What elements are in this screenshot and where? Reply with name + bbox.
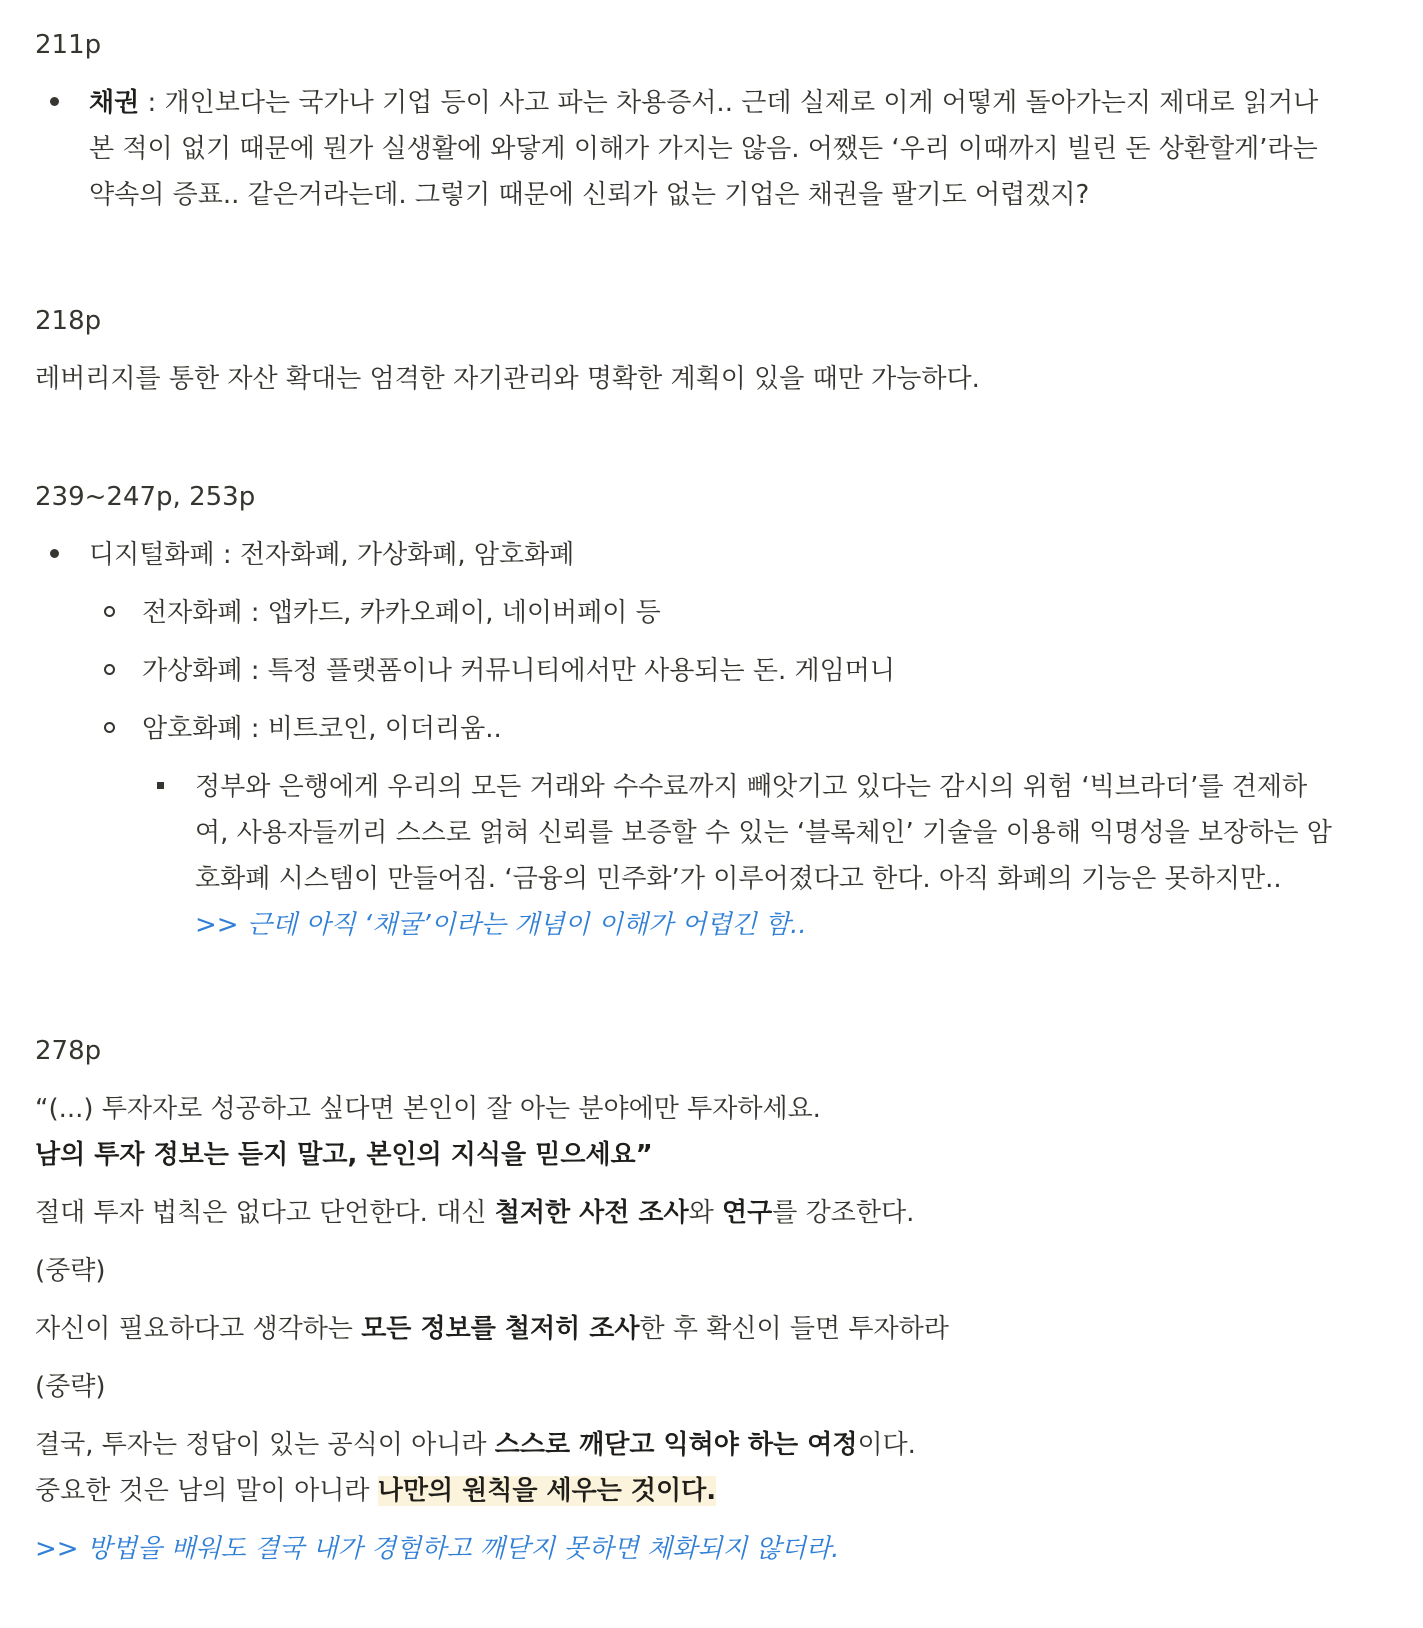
crypto-detail-line-3: 호화폐 시스템이 만들어짐. ‘금융의 민주화’가 이루어졌다고 한다. 아직 화폐의 기능은 못하지만.. [195,864,1282,894]
page-heading-239: 239~247p, 253p [35,482,256,512]
list-item [35,532,1387,578]
principle-highlight: 나만의 원칙을 세우는 것이다. [377,1476,717,1506]
circle-bullet-icon [104,648,115,694]
crypto-detail-line-1: 정부와 은행에게 우리의 모든 거래와 수수료까지 빼앗기고 있다는 감시의 위험 ‘빅브라더’를 견제하 [195,772,1308,802]
square-bullet-icon [157,764,164,810]
research-text-a: 절대 투자 법칙은 없다고 단언한다. 대신 [35,1198,495,1228]
crypto-note: >> 근데 아직 ‘채굴’이라는 개념이 이해가 어렵긴 함.. [195,910,807,940]
omission-2: (중략) [35,1372,106,1402]
term-bond: 채권 [89,88,140,118]
bullet-icon [50,80,59,126]
bullet-list-239 [35,532,1387,948]
investigate-bold: 모든 정보를 철저히 조사 [361,1314,640,1344]
research-text-b: 와 [688,1198,723,1228]
investigate-paragraph [35,1306,1387,1352]
final-note: >> 방법을 배워도 결국 내가 경험하고 깨닫지 못하면 체화되지 않더라. [35,1534,840,1564]
omission-1: (중략) [35,1256,106,1286]
page-heading-218: 218p [35,306,102,336]
research-bold-b: 연구 [722,1198,773,1228]
list-item [35,590,1387,636]
bond-line-1: : 개인보다는 국가나 기업 등이 사고 파는 차용증서.. 근데 실제로 이게 어떻게 돌아가는지 제대로 읽거나 [139,88,1319,118]
list-item [35,706,1387,752]
bond-line-2: 본 적이 없기 때문에 뭔가 실생활에 와닿게 이해가 가지는 않음. 어쨌든 ‘우리 이때까지 빌린 돈 상환할게’라는 [89,134,1318,164]
research-paragraph [35,1190,1387,1236]
crypto-detail-line-2: 여, 사용자들끼리 스스로 얽혀 신뢰를 보증할 수 있는 ‘블록체인’ 기술을 이용해 익명성을 보장하는 암 [195,818,1332,848]
investigate-text-a: 자신이 필요하다고 생각하는 [35,1314,362,1344]
quote-line-1: “(...) 투자자로 성공하고 싶다면 본인이 잘 아는 분야에만 투자하세요. [35,1094,821,1124]
bullet-icon [50,532,59,578]
page-heading-211: 211p [35,30,102,60]
investigate-text-b: 한 후 확신이 들면 투자하라 [639,1314,949,1344]
research-bold-a: 철저한 사전 조사 [494,1198,689,1228]
digital-currency-item: 디지털화폐 : 전자화폐, 가상화폐, 암호화폐 [89,540,575,570]
circle-bullet-icon [104,706,115,752]
circle-bullet-icon [104,590,115,636]
list-item [35,80,1387,218]
bullet-list-211 [35,80,1387,218]
e-money-item: 전자화폐 : 앱카드, 카카오페이, 네이버페이 등 [142,598,661,628]
page-heading-278: 278p [35,1036,102,1066]
conclusion-text-b: 이다. [857,1430,916,1460]
quote-line-2: 남의 투자 정보는 듣지 말고, 본인의 지식을 믿으세요” [35,1140,653,1170]
leverage-paragraph: 레버리지를 통한 자산 확대는 엄격한 자기관리와 명확한 계획이 있을 때만 가능하다. [35,364,980,394]
conclusion-text-a: 결국, 투자는 정답이 있는 공식이 아니라 [35,1430,495,1460]
conclusion-paragraph [35,1422,1387,1514]
principle-text: 중요한 것은 남의 말이 아니라 [35,1476,378,1506]
list-item [35,648,1387,694]
list-item [35,764,1387,948]
conclusion-bold: 스스로 깨닫고 익혀야 하는 여정 [494,1430,858,1460]
crypto-currency-item: 암호화폐 : 비트코인, 이더리움.. [142,714,502,744]
quote-paragraph [35,1086,1387,1178]
bond-line-3: 약속의 증표.. 같은거라는데. 그렇기 때문에 신뢰가 없는 기업은 채권을 팔기도 어렵겠지? [89,180,1090,210]
research-text-c: 를 강조한다. [772,1198,915,1228]
virtual-currency-item: 가상화폐 : 특정 플랫폼이나 커뮤니티에서만 사용되는 돈. 게임머니 [142,656,896,686]
